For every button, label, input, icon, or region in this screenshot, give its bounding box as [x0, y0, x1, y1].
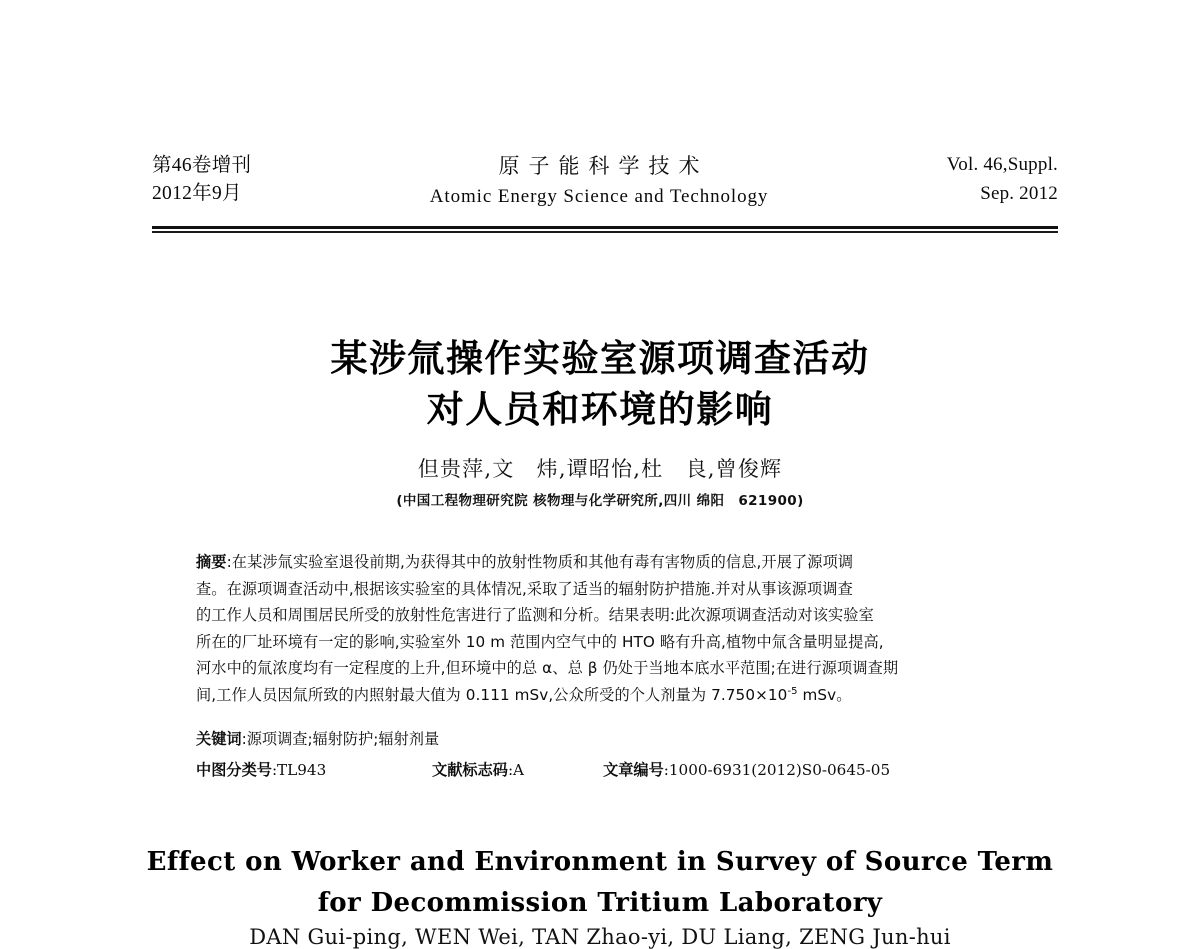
document-code-value: :A — [507, 761, 525, 779]
abstract-line-4: 所在的厂址环境有一定的影响,实验室外 10 m 范围内空气中的 HTO 略有升高,植物中氚含量明显提高, — [196, 632, 884, 651]
abstract-colon: : — [226, 553, 232, 571]
journal-header-left — [152, 152, 251, 207]
document-code-label: 文献标志码 — [432, 761, 508, 779]
journal-header — [152, 152, 1058, 222]
publication-date-en: Sep. 2012 — [980, 182, 1058, 204]
article-number — [603, 759, 890, 780]
volume-issue-cn: 第46卷增刊 — [152, 155, 252, 176]
keywords-label: 关键词 — [196, 730, 242, 748]
abstract-line-6 — [196, 682, 1016, 709]
journal-header-right — [947, 152, 1058, 208]
keywords-value: 源项调查;辐射防护;辐射剂量 — [246, 730, 440, 748]
header-divider — [152, 226, 1058, 234]
header-divider-thick — [152, 226, 1058, 229]
abstract-line-5: 河水中的氚浓度均有一定程度的上升,但环境中的总 α、总 β 仍处于当地本底水平范围;在进行源项调查期 — [196, 659, 899, 678]
abstract-line-3: 的工作人员和周围居民所受的放射性危害进行了监测和分析。结果表明:此次源项调查活动对该实验室 — [196, 606, 874, 625]
publication-date-cn: 2012年9月 — [152, 182, 242, 204]
article-title-en — [0, 842, 1200, 924]
journal-header-center — [251, 152, 946, 211]
abstract-line-2: 查。在源项调查活动中,根据该实验室的具体情况,采取了适当的辐射防护措施.并对从事该源项调查 — [196, 579, 853, 598]
article-number-value: :1000-6931(2012)S0-0645-05 — [663, 761, 891, 779]
abstract-text-6-pre: 间,工作人员因氚所致的内照射最大值为 0.111 mSv,公众所受的个人剂量为 7.750×10 — [196, 685, 788, 704]
abstract-text-6-post: mSv。 — [797, 685, 852, 704]
clc-number-value: :TL943 — [271, 761, 327, 779]
article-title-en-line1: Effect on Worker and Environment in Survey of Source Term — [146, 846, 1054, 877]
journal-name-en: Atomic Energy Science and Technology — [429, 185, 769, 207]
article-title-en-line2: for Decommission Tritium Laboratory — [317, 887, 883, 918]
header-divider-thin — [152, 231, 1058, 233]
clc-number — [196, 759, 432, 780]
clc-number-label: 中图分类号 — [196, 761, 272, 779]
keywords-cn — [196, 728, 1016, 749]
abstract-text-1: 在某涉氚实验室退役前期,为获得其中的放射性物质和其他有毒有害物质的信息,开展了源项调 — [231, 553, 854, 571]
article-title-cn-line1: 某涉氚操作实验室源项调查活动 — [330, 336, 870, 380]
keywords-colon: : — [241, 730, 247, 748]
article-title-cn-line2: 对人员和环境的影响 — [426, 387, 774, 431]
document-code — [432, 759, 603, 780]
abstract-exponent: -5 — [787, 685, 798, 697]
journal-name-cn: 原子能科学技术 — [498, 154, 709, 178]
article-metadata — [196, 759, 1016, 780]
affiliation-cn: (中国工程物理研究院 核物理与化学研究所,四川 绵阳 621900) — [396, 493, 804, 509]
abstract-line-1 — [196, 549, 1016, 576]
article-number-label: 文章编号 — [603, 761, 664, 779]
volume-issue-en: Vol. 46,Suppl. — [946, 154, 1058, 175]
author-list-cn: 但贵萍,文 炜,谭昭怡,杜 良,曾俊辉 — [417, 457, 783, 481]
author-list-en: DAN Gui-ping, WEN Wei, TAN Zhao-yi, DU Liang, ZENG Jun-hui — [249, 925, 951, 949]
abstract-cn — [196, 549, 1016, 709]
abstract-label: 摘要 — [196, 553, 227, 571]
article-title-cn — [0, 333, 1200, 435]
